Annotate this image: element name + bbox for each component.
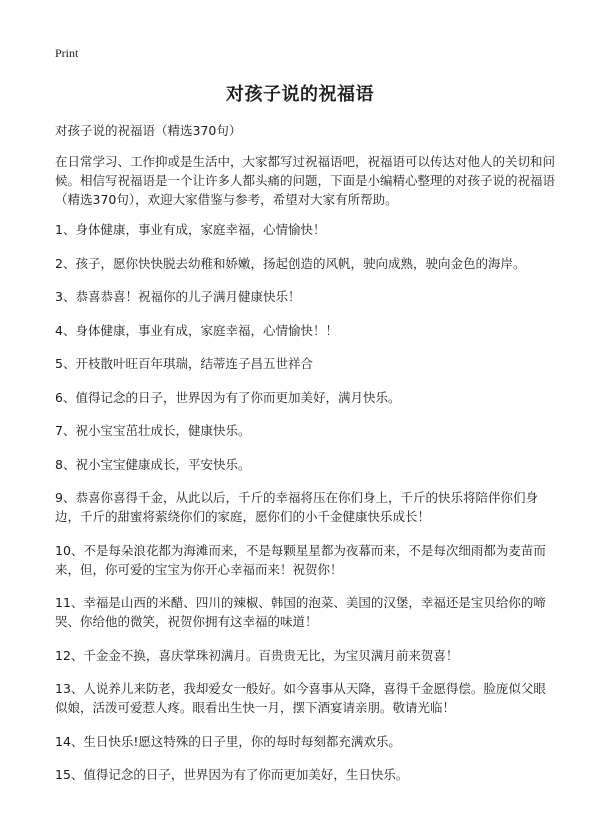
wish-item: 12、千金金不换，喜庆掌珠初满月。百贵贵无比，为宝贝满月前来贺喜！ <box>55 647 459 663</box>
wish-item: 13、人说养儿来防老，我却爱女一般好。如今喜事从天降，喜得千金愿得偿。脸庞似父眼似娘，活泼可爱惹人疼。眼看出生快一月，摆下酒宴请亲朋。敬请光临！ <box>55 681 546 715</box>
article-subtitle: 对孩子说的祝福语（精选370句） <box>55 123 242 138</box>
wish-item: 1、身体健康，事业有成，家庭幸福，心情愉快！ <box>55 222 326 237</box>
article-body <box>55 121 555 799</box>
page-title: 对孩子说的祝福语 <box>226 84 374 105</box>
wish-item: 4、身体健康，事业有成，家庭幸福，心情愉快！！ <box>55 322 338 338</box>
wish-item: 8、祝小宝宝健康成长，平安快乐。 <box>55 456 251 472</box>
wish-item: 15、值得记念的日子，世界因为有了你而更加美好，生日快乐。 <box>55 767 409 782</box>
wish-item: 6、值得记念的日子，世界因为有了你而更加美好，满月快乐。 <box>55 389 401 405</box>
wish-item: 9、恭喜你喜得千金，从此以后，千斤的幸福将压在你们身上，千斤的快乐将陪伴你们身边，千斤的甜蜜将萦绕你们的家庭，愿你们的小千金健康快乐成长！ <box>55 490 538 524</box>
intro-paragraph: 在日常学习、工作抑或是生活中，大家都写过祝福语吧，祝福语可以传达对他人的关切和问候。相信写祝福语是一个让许多人都头痛的问题，下面是小编精心整理的对孩子说的祝福语（精选370句），欢迎大家借鉴与参考，希望对大家有所帮助。 <box>55 154 556 207</box>
wish-item: 7、祝小宝宝茁壮成长，健康快乐。 <box>55 423 251 438</box>
wish-item: 11、幸福是山西的米醋、四川的辣椒、韩国的泡菜、美国的汉堡，幸福还是宝贝给你的啼哭、你给他的微笑，祝贺你拥有这幸福的味道！ <box>55 595 546 629</box>
wish-item: 14、生日快乐!愿这特殊的日子里，你的每时每刻都充满欢乐。 <box>55 733 401 749</box>
wish-item: 10、不是每朵浪花都为海滩而来，不是每颗星星都为夜幕而来，不是每次细雨都为麦苗而来，但，你可爱的宝宝为你开心幸福而来！祝贺你！ <box>55 542 546 577</box>
wish-item: 3、恭喜恭喜！祝福你的儿子满月健康快乐！ <box>55 289 301 304</box>
print-link[interactable]: Print <box>55 46 79 60</box>
wish-item: 5、开枝散叶旺百年琪瑞，结蒂连子昌五世祥合 <box>55 356 313 371</box>
wish-item: 2、孩子，愿你快快脱去幼稚和娇嫩，扬起创造的风帆，驶向成熟，驶向金色的海岸。 <box>55 255 526 271</box>
